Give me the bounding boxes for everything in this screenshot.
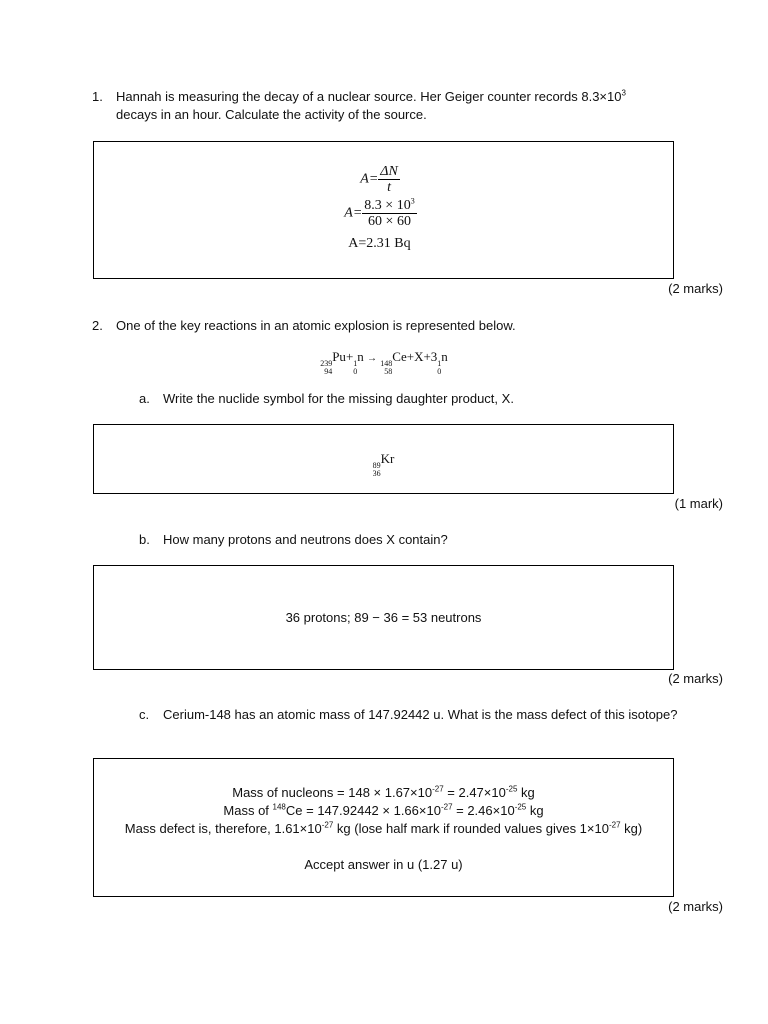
answer-text: 36 protons; 89 − 36 = 53 neutrons [285,610,482,625]
question-text: How many protons and neutrons does X contain? [163,532,448,547]
question-text: One of the key reactions in an atomic explosion is represented below. [116,318,516,333]
answer-box-2a [93,424,674,494]
question-2b [139,531,699,549]
question-2c [139,706,679,724]
question-text-line1: Hannah is measuring the decay of a nuclear source. Her Geiger counter records 8.3×10 [116,89,622,104]
question-1 [92,88,682,124]
exponent: 3 [621,88,626,98]
answer-line-4: Accept answer in u (1.27 u) [304,857,463,872]
reaction-equation: 239 94 Pu+ 1 0 n → 148 58 Ce+X+3 1 0 n [320,349,448,376]
answer-box-2c [93,758,674,897]
question-2 [92,317,682,335]
answer-line-2: Mass of $^{148}Ce = 147.92442 \times 1.66\times 10^{-27} = 2.46\times 10^{-25}$ kg [223,802,544,818]
question-text: Write the nuclide symbol for the missing daughter product, X. [163,391,514,406]
marks-label: (2 marks) [668,671,723,686]
question-text [116,88,682,124]
sub-letter: b. [139,532,150,547]
marks-label: (1 mark) [674,496,723,511]
question-text: Cerium-148 has an atomic mass of 147.92442 u. What is the mass defect of this isotope? [163,707,678,722]
answer-text [94,784,673,874]
formula-activity: A= $\frac{\Delta N}{t}$ A= $\frac{8.3 \times 10^3}{60 \times 60}$ A=2.31 Bq [344,164,415,251]
sub-letter: c. [139,707,150,722]
question-text-line2: decays in an hour. Calculate the activity of the source. [116,107,427,122]
result: A=2.31 Bq [348,236,411,251]
answer-box-1 [93,141,674,279]
answer-box-2b [93,565,674,670]
sub-letter: a. [139,391,150,406]
answer-line-3: Mass defect is, therefore, $1.61\times 10^{-27}$ kg (lose half mark if rounded values gives $1\times 10^{-27}$ kg) [124,820,643,836]
answer-line-1: Mass of nucleons = $148 \times 1.67\times 10^{-27} = 2.47\times 10^{-25}$ kg [232,784,535,800]
question-number: 2. [92,318,103,333]
marks-label: (2 marks) [668,899,723,914]
question-number: 1. [92,89,103,104]
marks-label: (2 marks) [668,281,723,296]
nuclide-symbol: 89 36 Kr [372,451,395,478]
question-2a [139,390,699,408]
